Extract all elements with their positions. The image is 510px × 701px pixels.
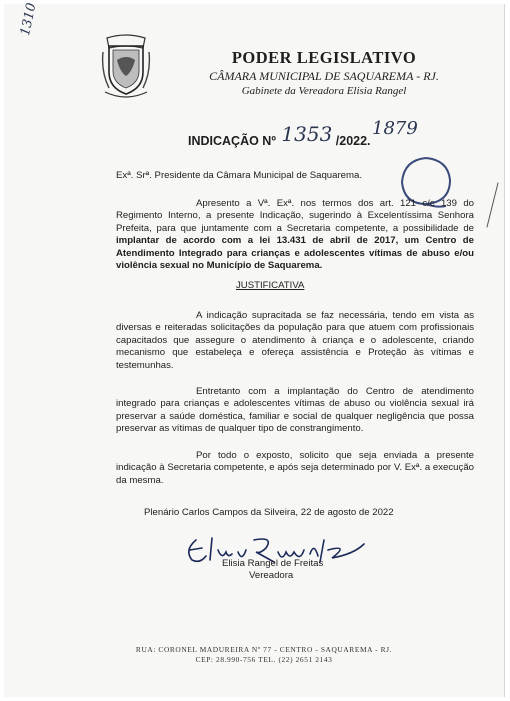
handwritten-number: 1353 — [281, 122, 333, 146]
handwritten-margin-note: 1310 — [18, 1, 40, 38]
justification-paragraph-2 — [116, 386, 474, 436]
paragraph-3-text: Por todo o exposto, solicito que seja enviada a presente indicação à Secretaria competente, e após seja determinado por V. Exª. a execução da mesma. — [116, 450, 474, 486]
justification-paragraph-3 — [116, 450, 474, 487]
indicacao-line — [188, 122, 371, 150]
document-page — [4, 1, 505, 697]
letterhead-chamber: CÂMARA MUNICIPAL DE SAQUAREMA - RJ. — [209, 69, 439, 83]
paragraph-2-text: Entretanto com a implantação do Centro de atendimento integrado para crianças e adolescentes vítimas de abuso ou violência sexual irá preservar a saúde doméstica, familiar e social de qualquer negligência que possa preservar as vítimas de qualquer tipo de constrangimento. — [116, 386, 474, 435]
indicacao-year: /2022. — [335, 134, 371, 148]
justification-paragraph-1 — [116, 310, 474, 372]
paragraph-1-text: A indicação supracitada se faz necessária, tendo em vista as diversas e reiteradas solicitações da população para que atuem com profissionais capacitados que assegure o atendimento à criança e o adolescente, criando mecanismo que estabeleça e ofereça assistência e Proteção às vítimas e testemunhas. — [116, 310, 474, 371]
intro-paragraph — [116, 198, 474, 272]
intro-text: Apresento a Vª. Exª. nos termos dos art. 121 c/c 139 do Regimento Interno, a presente Indicação, sugerindo à Excelentíssima Senhora Prefeita, para que juntamente com a Secretaria competente, a possibilidade de — [116, 198, 474, 234]
intro-bold-text: implantar de acordo com a lei 13.431 de abril de 2017, um Centro de Atendimento Integrado para crianças e adolescentes vítimas de abuso e/ou violência sexual no Município de Saquarema. — [116, 235, 474, 272]
letterhead — [174, 48, 474, 97]
coat-of-arms-icon — [99, 32, 153, 100]
justification-heading: JUSTIFICATIVA — [236, 280, 305, 291]
letterhead-cabinet: Gabinete da Vereadora Elisia Rangel — [241, 85, 407, 97]
handwritten-protocol: 1879 — [372, 118, 418, 139]
indicacao-label: INDICAÇÃO Nº — [188, 134, 276, 148]
signatory-name: Elisia Rangel de Freitas — [222, 558, 324, 569]
footer-contact: CEP: 28.990-756 TEL. (22) 2651 2143 — [195, 655, 333, 664]
margin-mark — [486, 183, 498, 228]
place-date: Plenário Carlos Campos da Silveira, 22 de agosto de 2022 — [144, 507, 394, 518]
signatory-role: Vereadora — [249, 570, 294, 581]
footer-address: RUA: CORONEL MADUREIRA Nº 77 - CENTRO - SAQUAREMA - RJ. — [135, 645, 393, 654]
addressee: Exª. Srª. Presidente da Câmara Municipal de Saquarema. — [116, 170, 362, 181]
letterhead-title: PODER LEGISLATIVO — [231, 48, 417, 67]
